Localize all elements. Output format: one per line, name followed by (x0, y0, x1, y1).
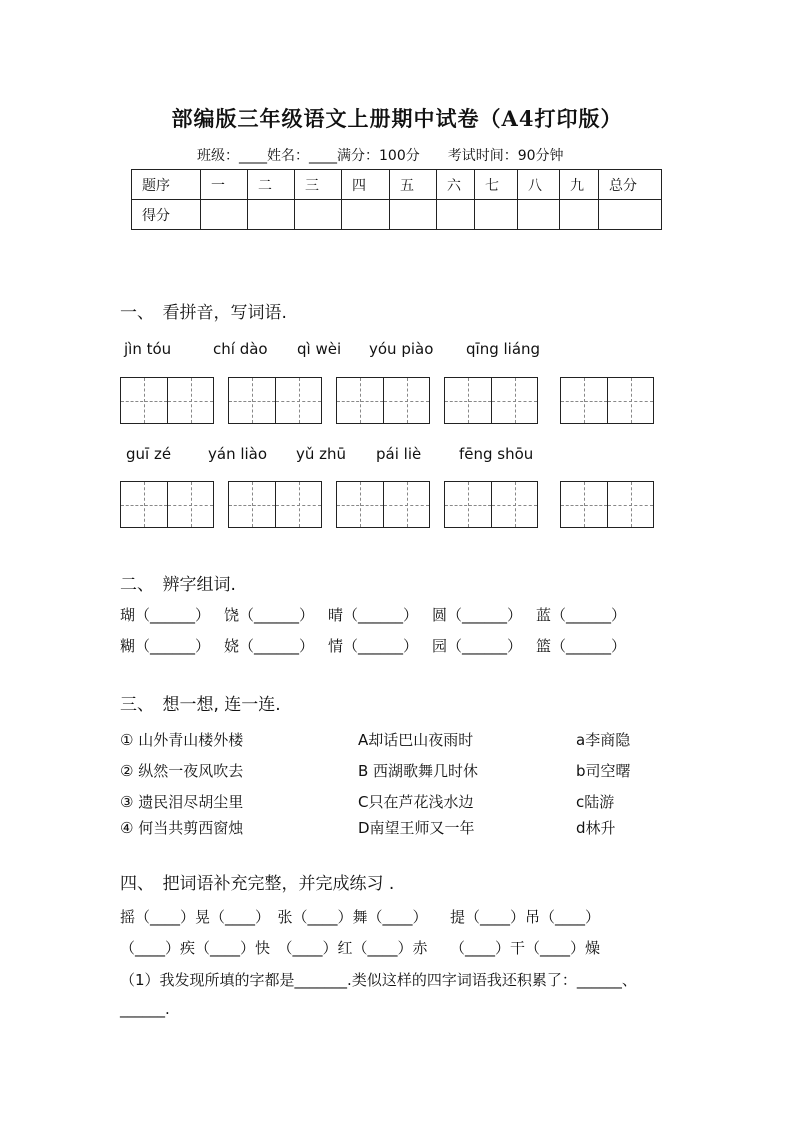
header-cell: 八 (518, 170, 560, 200)
score-table (131, 169, 662, 230)
word-item: 蓝（______） (536, 606, 627, 624)
score-cell[interactable] (390, 200, 437, 230)
writing-box[interactable] (228, 377, 322, 424)
poem-line[interactable]: ② 纵然一夜风吹去 (120, 762, 244, 780)
pinyin: qīng liáng (466, 340, 541, 358)
word-item: 篮（______） (536, 637, 627, 655)
score-cell[interactable] (342, 200, 390, 230)
header-cell: 四 (342, 170, 390, 200)
question-line: （1）我发现所填的字都是_______.类似这样的四字词语我还积累了：______、 (120, 971, 637, 989)
header-cell: 题序 (132, 170, 201, 200)
word-item: 糊（______） (120, 637, 211, 655)
score-cell[interactable] (475, 200, 518, 230)
word-item: 瑚（______） (120, 606, 211, 624)
poem-match[interactable]: C只在芦花浅水边 (358, 793, 474, 811)
fill-line: （____）疾（____）快 （____）红（____）赤 （____）干（____）燥 (120, 939, 601, 957)
poem-match[interactable]: D南望王师又一年 (358, 819, 475, 837)
writing-box[interactable] (560, 377, 654, 424)
pinyin: pái liè (376, 445, 422, 463)
section-4-title: 四、 把词语补充完整，并完成练习 . (120, 874, 395, 894)
section-3-title: 三、 想一想, 连一连. (120, 695, 281, 715)
poem-line[interactable]: ④ 何当共剪西窗烛 (120, 819, 244, 837)
pinyin: guī zé (126, 445, 172, 463)
pinyin: jìn tóu (124, 340, 172, 358)
word-item: 园（______） (432, 637, 523, 655)
word-item: 圆（______） (432, 606, 523, 624)
poet-name[interactable]: a李商隐 (576, 731, 631, 749)
header-cell: 六 (437, 170, 475, 200)
score-cell[interactable] (295, 200, 342, 230)
pinyin: fēng shōu (459, 445, 534, 463)
header-cell: 总分 (599, 170, 662, 200)
score-cell[interactable] (248, 200, 295, 230)
writing-box[interactable] (560, 481, 654, 528)
pinyin: chí dào (213, 340, 268, 358)
section-2-title: 二、 辨字组词. (120, 575, 236, 595)
score-cell[interactable] (518, 200, 560, 230)
score-table-score-row (132, 200, 662, 230)
pinyin: yóu piào (369, 340, 434, 358)
header-cell: 九 (560, 170, 599, 200)
header-cell: 三 (295, 170, 342, 200)
poem-line[interactable]: ③ 遗民泪尽胡尘里 (120, 793, 244, 811)
score-table-header-row (132, 170, 662, 200)
row-label: 得分 (132, 200, 201, 230)
score-cell[interactable] (437, 200, 475, 230)
pinyin: yǔ zhū (296, 445, 347, 463)
header-cell: 二 (248, 170, 295, 200)
word-item: 晴（______） (328, 606, 419, 624)
writing-box[interactable] (336, 481, 430, 528)
section-1-title: 一、 看拼音，写词语. (120, 303, 287, 323)
question-line: ______. (120, 1000, 170, 1018)
fill-line: 摇（____）晃（____） 张（____）舞（____） 提（____）吊（____） (120, 908, 601, 926)
word-item: 情（______） (328, 637, 419, 655)
poet-name[interactable]: b司空曙 (576, 762, 631, 780)
writing-box[interactable] (120, 481, 214, 528)
header-cell: 一 (201, 170, 248, 200)
poet-name[interactable]: c陆游 (576, 793, 615, 811)
poet-name[interactable]: d林升 (576, 819, 616, 837)
header-cell: 五 (390, 170, 437, 200)
score-cell[interactable] (599, 200, 662, 230)
page-title: 部编版三年级语文上册期中试卷（A4打印版） (171, 106, 623, 131)
writing-box[interactable] (228, 481, 322, 528)
score-cell[interactable] (560, 200, 599, 230)
poem-match[interactable]: B 西湖歌舞几时休 (358, 762, 479, 780)
writing-box[interactable] (336, 377, 430, 424)
score-cell[interactable] (201, 200, 248, 230)
poem-line[interactable]: ① 山外青山楼外楼 (120, 731, 244, 749)
writing-box[interactable] (444, 481, 538, 528)
poem-match[interactable]: A却话巴山夜雨时 (358, 731, 474, 749)
pinyin: qì wèi (297, 340, 342, 358)
pinyin: yán liào (208, 445, 268, 463)
exam-info: 班级：____姓名：____满分：100分 考试时间：90分钟 (197, 148, 564, 164)
word-item: 饶（______） (224, 606, 315, 624)
header-cell: 七 (475, 170, 518, 200)
writing-box[interactable] (120, 377, 214, 424)
word-item: 娆（______） (224, 637, 315, 655)
writing-box[interactable] (444, 377, 538, 424)
